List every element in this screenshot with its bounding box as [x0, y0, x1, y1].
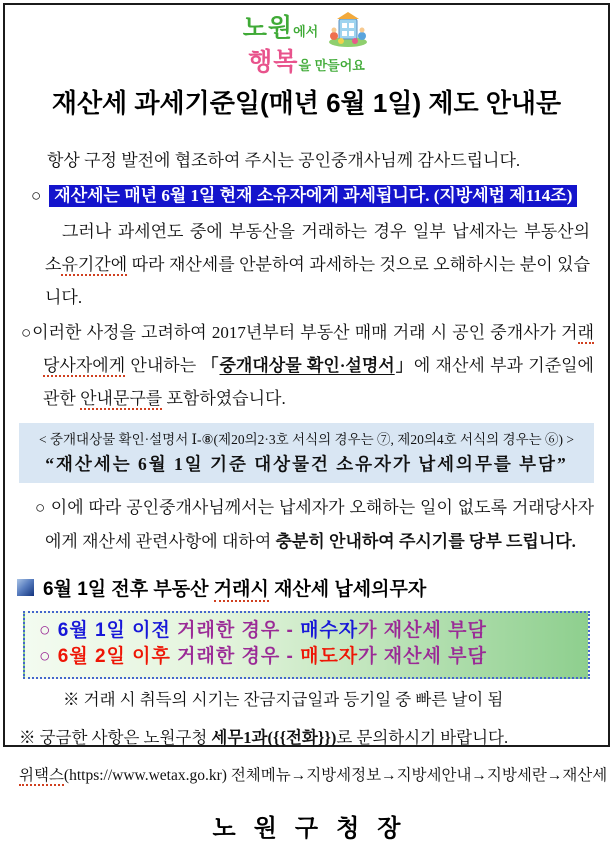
text-segment: ○ 이에 따라 공인중개사님께서는 납세자가 오해하는 일이 없도록 거래당사자에게 재산세 관련사항에 대하여	[35, 498, 594, 550]
bracket-close: 」	[395, 356, 414, 375]
signature-mayor: 노원구청장	[17, 808, 596, 843]
notice-page	[3, 3, 610, 747]
nowon-logo	[17, 5, 596, 75]
spellcheck-word: 래당사자에게	[43, 323, 594, 377]
logo-line2	[17, 49, 596, 75]
bold-request: 충분히 안내하여 주시기를 당부 드립니다.	[276, 532, 576, 551]
text-segment: 포함하였습니다.	[162, 389, 285, 408]
text-segment: ※ 궁금한 사항은 노원구청	[19, 728, 211, 747]
rule-after-june2	[39, 644, 584, 671]
spellcheck-word: 유기간에	[61, 255, 127, 276]
text-segment: 거래한 경우 -	[171, 646, 300, 667]
section-heading-text	[43, 574, 426, 601]
note-contact	[17, 725, 596, 751]
form-name-underlined: 중개대상물 확인·설명서	[220, 356, 395, 375]
logo-text-eseo: 에서	[293, 24, 318, 39]
circle-bullet: ○	[31, 186, 41, 205]
text-segment: 가 재산세 부담	[358, 646, 487, 667]
date-after: 6월 2일 이후	[58, 646, 171, 667]
text-segment: 에 재산세 부과 기준일에 관한	[43, 356, 594, 408]
greeting-text: 항상 구정 발전에 협조하여 주시는 공인중개사님께 감사드립니다.	[17, 144, 596, 177]
paragraph-guide	[17, 316, 596, 415]
seller-label: 매도자	[300, 646, 358, 667]
spellcheck-word: 위택스	[19, 767, 64, 786]
page-title: 재산세 과세기준일(매년 6월 1일) 제도 안내문	[17, 83, 596, 120]
text-segment: 따라 재산세를 안분하여 과세하는 것으로 오해하시는 분이 있습니다.	[45, 255, 590, 307]
note-wetax-path	[17, 764, 596, 789]
section-heading	[17, 574, 596, 601]
circle-bullet: ○	[39, 620, 58, 641]
town-mascot-icon	[326, 10, 370, 48]
form-reference-box	[19, 423, 594, 483]
buyer-label: 매수자	[300, 620, 358, 641]
text-segment: 재산세 납세의무자	[269, 579, 426, 600]
highlight-text: 재산세는 매년 6월 1일 현재 소유자에게 과세됩니다. (지방세법 제114조)	[49, 185, 577, 207]
logo-text-nowon: 노원	[243, 14, 293, 42]
contact-department: 세무1과({{전화}})	[211, 728, 336, 747]
paragraph-request	[17, 491, 596, 557]
square-bullet-icon	[17, 579, 34, 596]
text-segment: 그러나 과세연도 중에 부동산을 거래하는 경우 일부 납세자는 부동산의 소	[45, 222, 590, 274]
text-segment: 거래한 경우 -	[171, 620, 300, 641]
text-segment: 가 재산세 부담	[358, 620, 487, 641]
text-segment: 6월 1일 전후 부동산	[43, 579, 214, 600]
spellcheck-word: 거래시	[214, 579, 269, 602]
form-quote-line: “재산세는 6월 1일 기준 대상물건 소유자가 납세의무를 부담”	[21, 451, 592, 476]
logo-line1	[17, 10, 596, 48]
note-acquisition-timing: ※ 거래 시 취득의 시기는 잔금지급일과 등기일 중 빠른 날이 됨	[17, 687, 596, 713]
tax-liability-box	[23, 611, 590, 679]
text-segment: 안내하는	[125, 356, 201, 375]
circle-bullet: ○	[39, 646, 58, 667]
spellcheck-word: 안내문구를	[80, 389, 162, 410]
logo-text-mandeuleoyo: 을 만들어요	[298, 58, 364, 73]
text-segment: 로 문의하시기 바랍니다.	[336, 728, 508, 747]
date-before: 6월 1일 이전	[58, 620, 171, 641]
highlight-line	[17, 179, 596, 212]
text-segment: ○이러한 사정을 고려하여 2017년부터 부동산 매매 거래 시 공인 중개사가 거	[21, 323, 578, 342]
wetax-url: (https://www.wetax.go.kr)	[64, 767, 227, 784]
bracket-open: 「	[201, 356, 219, 375]
form-reference-line: < 중개대상물 확인·설명서 Ⅰ-⑧(제20의2·3호 서식의 경우는 ⑦, 제20의4호 서식의 경우는 ⑥) >	[21, 428, 592, 448]
paragraph-misunderstanding	[17, 215, 596, 314]
logo-text-haengbok: 행복	[248, 48, 298, 76]
rule-before-june1	[39, 618, 584, 645]
wetax-menu-path: 전체메뉴→지방세정보→지방세안내→지방세란→재산세	[227, 767, 607, 784]
